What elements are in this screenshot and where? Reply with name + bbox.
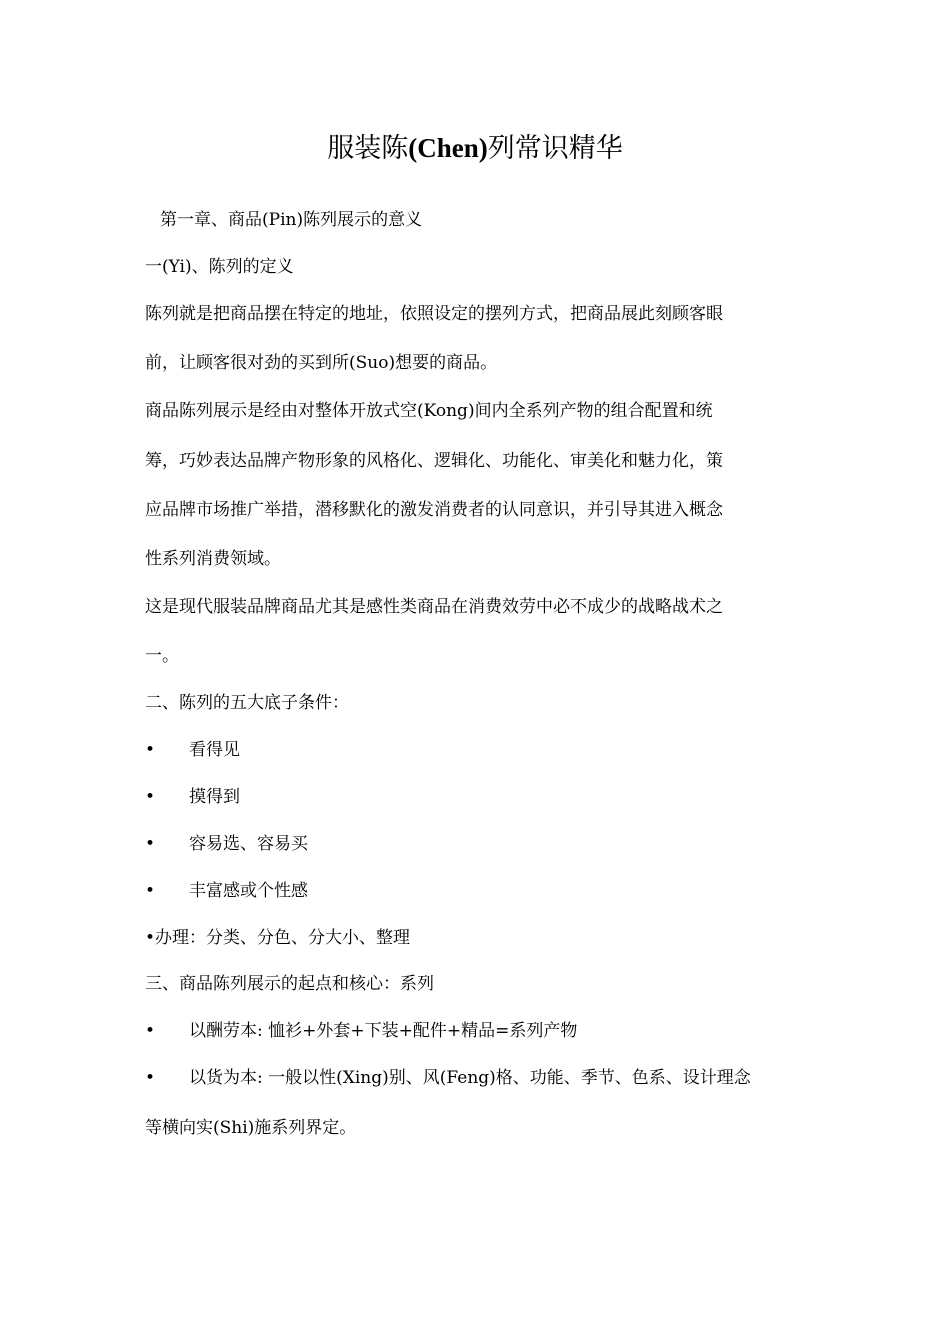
list-item-text: 看得见	[189, 740, 240, 760]
section2-heading: 二、陈列的五大底子条件：	[145, 693, 349, 713]
section3-heading: 三、商品陈列展示的起点和核心：系列	[145, 974, 434, 994]
page-title	[0, 128, 950, 169]
bullet-icon: •	[145, 740, 156, 760]
list-item	[145, 924, 410, 952]
list-item-text: 以酬劳本: 恤衫+外套+下装+配件+精品=系列产物	[189, 1021, 578, 1041]
list-item	[145, 1064, 751, 1092]
bullet-icon: •	[145, 881, 156, 901]
section1-heading: 一(Yi)、陈列的定义	[145, 257, 294, 277]
list-item-text: 摸得到	[189, 787, 240, 807]
list-item	[145, 1017, 577, 1045]
paragraph-line: 应品牌市场推广举措，潜移默化的激发消费者的认同意识，并引导其进入概念	[145, 500, 723, 520]
title-part-bold: (Chen)	[408, 133, 488, 163]
paragraph-line: 筹，巧妙表达品牌产物形象的风格化、逻辑化、功能化、审美化和魅力化，策	[145, 451, 723, 471]
list-item	[145, 830, 308, 858]
paragraph-line: 等横向实(Shi)施系列界定。	[145, 1118, 357, 1138]
title-part-2: 列常识精华	[487, 133, 623, 164]
paragraph-line: 性系列消费领域。	[145, 549, 281, 569]
paragraph-line: 这是现代服装品牌商品尤其是感性类商品在消费效劳中必不成少的战略战术之	[145, 597, 723, 617]
paragraph-line: 商品陈列展示是经由对整体开放式空(Kong)间内全系列产物的组合配置和统	[145, 401, 713, 421]
bullet-icon: •	[145, 834, 156, 854]
paragraph-line: 陈列就是把商品摆在特定的地址，依照设定的摆列方式，把商品展此刻顾客眼	[145, 304, 723, 324]
list-item-text: 以货为本: 一般以性(Xing)别、风(Feng)格、功能、季节、色系、设计理念	[189, 1068, 751, 1088]
bullet-icon: •	[145, 928, 156, 948]
list-item	[145, 877, 308, 905]
list-item-text: 办理：分类、分色、分大小、整理	[155, 928, 411, 948]
bullet-icon: •	[145, 1021, 156, 1041]
list-item-text: 丰富感或个性感	[189, 881, 308, 901]
list-item	[145, 736, 240, 764]
chapter-heading: 第一章、商品(Pin)陈列展示的意义	[160, 210, 423, 230]
title-part-1: 服装陈	[327, 133, 409, 164]
bullet-icon: •	[145, 1068, 156, 1088]
list-item	[145, 783, 240, 811]
paragraph-line: 一。	[145, 646, 179, 666]
bullet-icon: •	[145, 787, 156, 807]
list-item-text: 容易选、容易买	[189, 834, 308, 854]
paragraph-line: 前，让顾客很对劲的买到所(Suo)想要的商品。	[145, 353, 498, 373]
